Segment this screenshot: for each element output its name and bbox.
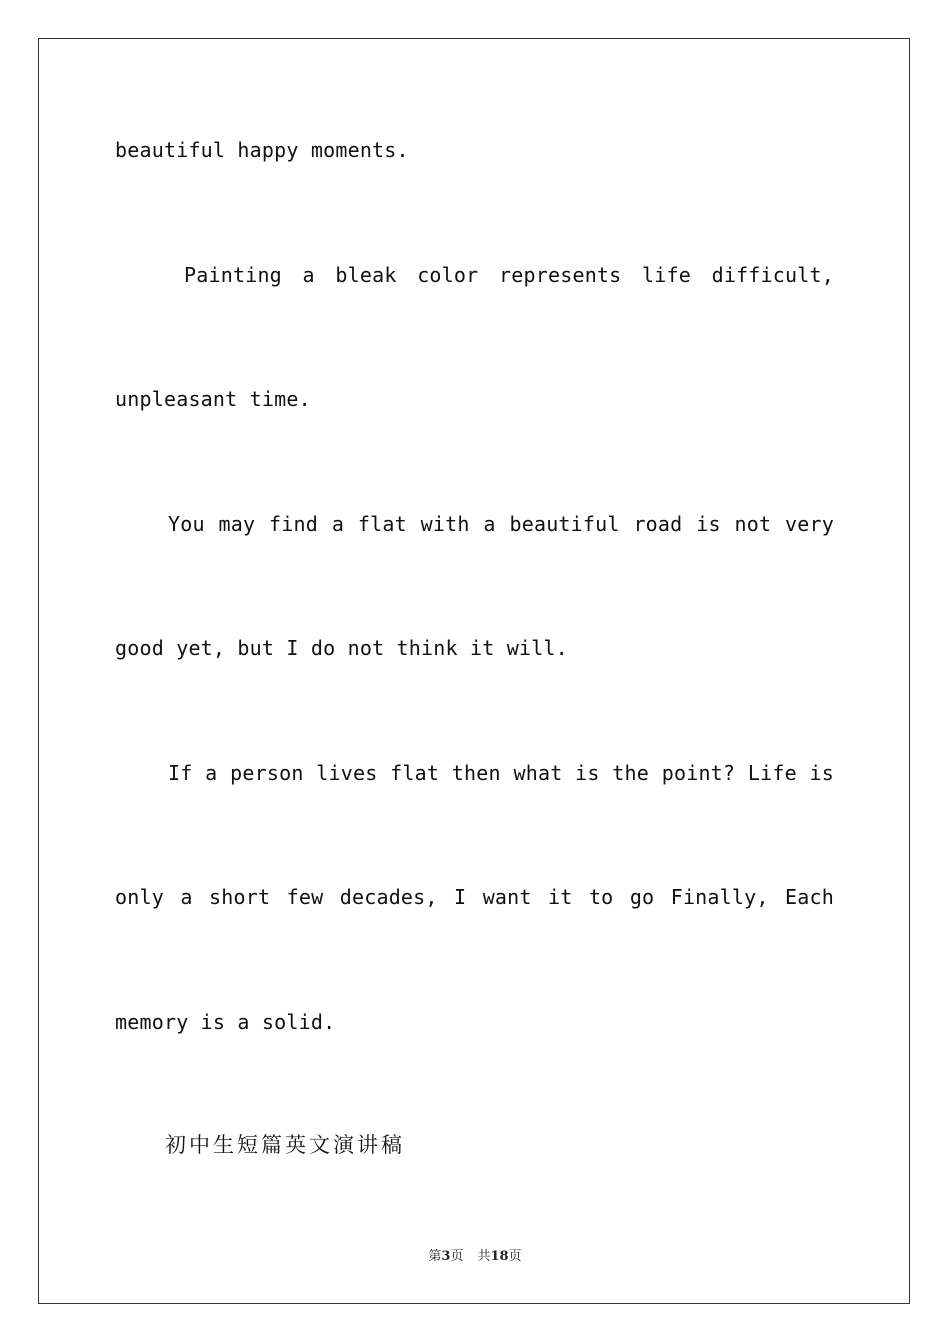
page-footer bbox=[0, 1248, 950, 1266]
text-line-2: Painting a bleak color represents life difficult, bbox=[184, 263, 834, 287]
footer-page-total: 18 bbox=[490, 1249, 509, 1264]
text-line-8: memory is a solid. bbox=[115, 1010, 336, 1034]
text-line-3: unpleasant time. bbox=[115, 387, 311, 411]
footer-page-current: 3 bbox=[441, 1249, 451, 1264]
footer-total-suffix: 页 bbox=[508, 1249, 522, 1264]
footer-total-prefix: 共 bbox=[477, 1249, 491, 1264]
text-line-1: beautiful happy moments. bbox=[115, 138, 409, 162]
footer-page-suffix: 页 bbox=[450, 1249, 464, 1264]
section-heading: 初中生短篇英文演讲稿 bbox=[165, 1133, 405, 1157]
text-line-6: If a person lives flat then what is the point? Life is bbox=[168, 761, 834, 785]
text-line-5: good yet, but I do not think it will. bbox=[115, 636, 568, 660]
page-border bbox=[38, 38, 910, 1304]
footer-page-prefix: 第 bbox=[428, 1249, 442, 1264]
text-line-4: You may find a flat with a beautiful road is not very bbox=[168, 512, 834, 536]
text-line-7: only a short few decades, I want it to go Finally, Each bbox=[115, 885, 834, 909]
